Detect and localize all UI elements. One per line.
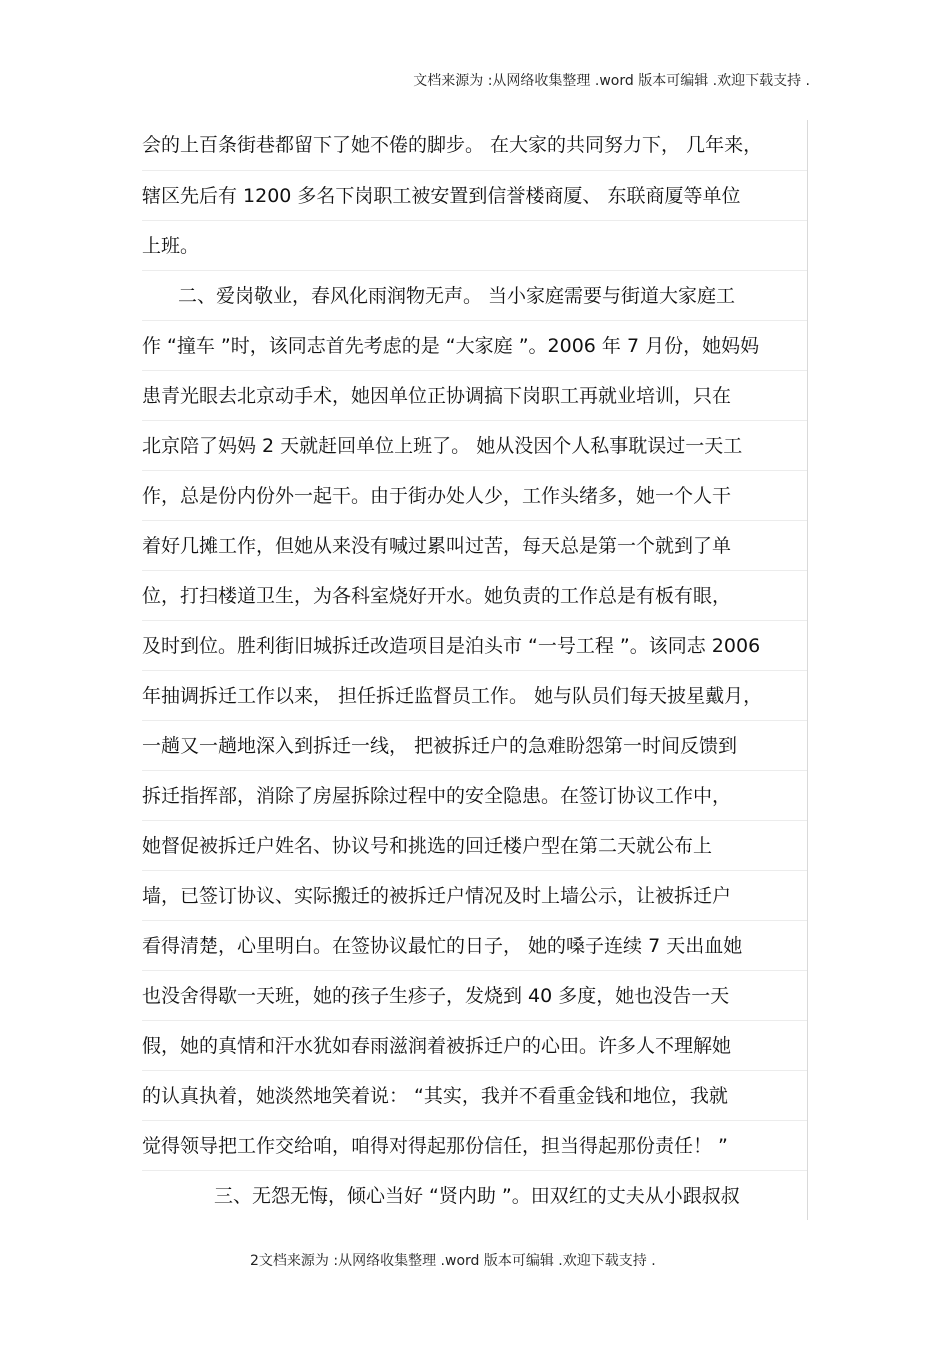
body-line: 上班。 bbox=[142, 220, 807, 270]
body-line: 看得清楚，心里明白。在签协议最忙的日子， 她的嗓子连续 7 天出血她 bbox=[142, 920, 807, 970]
body-line: 位，打扫楼道卫生，为各科室烧好开水。她负责的工作总是有板有眼， bbox=[142, 570, 807, 620]
body-line: 患青光眼去北京动手术，她因单位正协调搞下岗职工再就业培训，只在 bbox=[142, 370, 807, 420]
section-heading-line: 二、爱岗敬业，春风化雨润物无声。 当小家庭需要与街道大家庭工 bbox=[142, 270, 807, 320]
page-header-note: 文档来源为 :从网络收集整理 .word 版本可编辑 .欢迎下载支持 . bbox=[413, 73, 810, 89]
page-footer bbox=[250, 1250, 656, 1270]
body-line: 也没舍得歇一天班，她的孩子生疹子，发烧到 40 多度，她也没告一天 bbox=[142, 970, 807, 1020]
document-body bbox=[142, 120, 808, 1220]
body-line: 假，她的真情和汗水犹如春雨滋润着被拆迁户的心田。许多人不理解她 bbox=[142, 1020, 807, 1070]
body-line: 年抽调拆迁工作以来， 担任拆迁监督员工作。 她与队员们每天披星戴月， bbox=[142, 670, 807, 720]
section-heading-line: 三、无怨无悔，倾心当好 “贤内助 ”。田双红的丈夫从小跟叔叔 bbox=[142, 1170, 807, 1220]
body-line: 作，总是份内份外一起干。由于街办处人少，工作头绪多，她一个人干 bbox=[142, 470, 807, 520]
page-footer-note: 文档来源为 :从网络收集整理 .word 版本可编辑 .欢迎下载支持 . bbox=[258, 1253, 656, 1269]
body-line: 墙，已签订协议、实际搬迁的被拆迁户情况及时上墙公示，让被拆迁户 bbox=[142, 870, 807, 920]
body-line: 会的上百条街巷都留下了她不倦的脚步。 在大家的共同努力下， 几年来， bbox=[142, 134, 763, 156]
body-line: 拆迁指挥部，消除了房屋拆除过程中的安全隐患。在签订协议工作中， bbox=[142, 770, 807, 820]
body-line: 北京陪了妈妈 2 天就赶回单位上班了。 她从没因个人私事耽误过一天工 bbox=[142, 420, 807, 470]
body-line: 的认真执着，她淡然地笑着说： “其实，我并不看重金钱和地位，我就 bbox=[142, 1070, 807, 1120]
body-line: 及时到位。胜利街旧城拆迁改造项目是泊头市 “一号工程 ”。该同志 2006 bbox=[142, 620, 807, 670]
body-line: 觉得领导把工作交给咱，咱得对得起那份信任，担当得起那份责任！ ” bbox=[142, 1120, 807, 1170]
body-line: 一趟又一趟地深入到拆迁一线， 把被拆迁户的急难盼怨第一时间反馈到 bbox=[142, 720, 807, 770]
body-line: 她督促被拆迁户姓名、协议号和挑选的回迁楼户型在第二天就公布上 bbox=[142, 820, 807, 870]
body-line: 辖区先后有 1200 多名下岗职工被安置到信誉楼商厦、 东联商厦等单位 bbox=[142, 170, 807, 220]
body-line: 着好几摊工作，但她从来没有喊过累叫过苦，每天总是第一个就到了单 bbox=[142, 520, 807, 570]
page-number: 2 bbox=[250, 1253, 259, 1269]
body-line: 作 “撞车 ”时，该同志首先考虑的是 “大家庭 ”。2006 年 7 月份，她妈妈 bbox=[142, 320, 807, 370]
